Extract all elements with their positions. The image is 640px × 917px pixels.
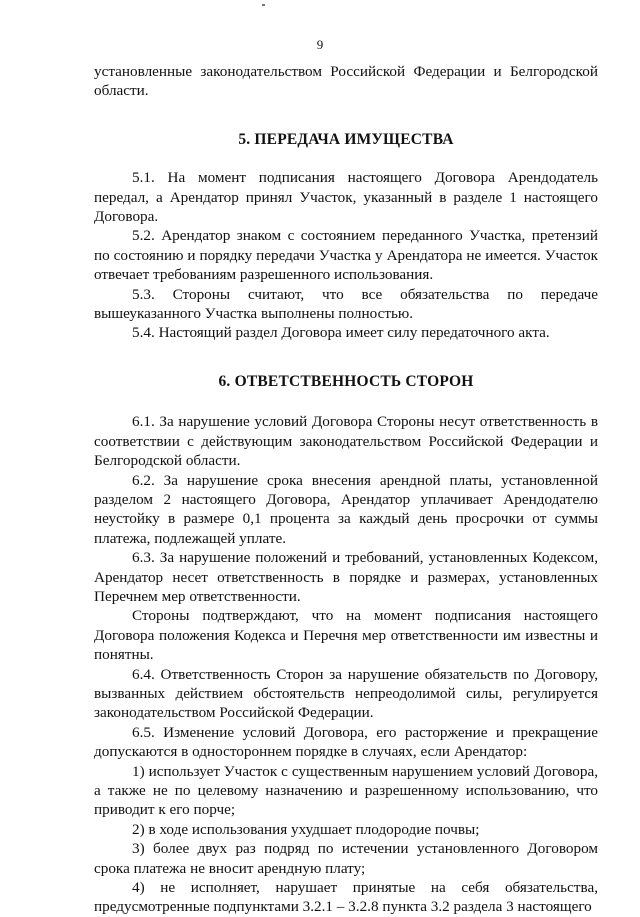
list-item-6-5-2: 2) в ходе использования ухудшает плодородие почвы; bbox=[132, 820, 480, 838]
continuation-paragraph: установленные законодательством Российской Федерации и Белгородской области. bbox=[94, 63, 598, 100]
section-5-heading: 5. ПЕРЕДАЧА ИМУЩЕСТВА bbox=[238, 130, 454, 148]
list-item-6-5-1: 1) использует Участок с существенным нарушением условий Договора, а также не по целевому назначению и разрешенному использованию, что приводит к его порче; bbox=[94, 762, 598, 819]
paragraph-5-3: 5.3. Стороны считают, что все обязательства по передаче вышеуказанного Участка выполнены полностью. bbox=[94, 285, 598, 323]
paragraph-5-2: 5.2. Арендатор знаком с состоянием переданного Участка, претензий по состоянию и порядку передачи Участка у Арендатора не имеется. Участок отвечает требованиям разрешенного использования. bbox=[94, 227, 598, 284]
paragraph-6-1: 6.1. За нарушение условий Договора Стороны несут ответственность в соответствии с действующим законодательством Российской Федерации и Белгородской области. bbox=[94, 413, 598, 470]
page-body bbox=[94, 62, 598, 917]
paragraph-6-3: 6.3. За нарушение положений и требований, установленных Кодексом, Арендатор несет ответственность в порядке и размерах, установленных Перечнем мер ответственности. bbox=[94, 549, 598, 605]
section-6-heading: 6. ОТВЕТСТВЕННОСТЬ СТОРОН bbox=[218, 372, 474, 390]
list-item-6-5-4: 4) не исполняет, нарушает принятые на себя обязательства, предусмотренные подпунктами 3.2.1 – 3.2.8 пункта 3.2 раздела 3 настоящего bbox=[94, 879, 598, 916]
paragraph-6-5: 6.5. Изменение условий Договора, его расторжение и прекращение допускаются в одностороннем порядке в случаях, если Арендатор: bbox=[94, 723, 598, 761]
paragraph-5-4: 5.4. Настоящий раздел Договора имеет силу передаточного акта. bbox=[132, 324, 550, 342]
paragraph-5-1: 5.1. На момент подписания настоящего Договора Арендодатель передал, а Арендатор принял Участок, указанный в разделе 1 настоящего Договора. bbox=[94, 169, 598, 226]
paragraph-6-3-confirmation: Стороны подтверждают, что на момент подписания настоящего Договора положения Кодекса и Перечня мер ответственности им известны и понятны. bbox=[94, 607, 598, 664]
scan-mark bbox=[262, 4, 265, 6]
paragraph-6-2: 6.2. За нарушение срока внесения арендной платы, установленной разделом 2 настоящего Договора, Арендатор уплачивает Арендодателю неустойку в размере 0,1 процента за каждый день просрочки от суммы платежа, подлежащей уплате. bbox=[94, 471, 598, 547]
list-item-6-5-3: 3) более двух раз подряд по истечении установленного Договором срока платежа не вносит арендную плату; bbox=[94, 840, 598, 877]
paragraph-6-4: 6.4. Ответственность Сторон за нарушение обязательств по Договору, вызванных действием обстоятельств непреодолимой силы, регулируется законодательством Российской Федерации. bbox=[94, 665, 598, 722]
section-5-body bbox=[94, 168, 598, 343]
page-number: 9 bbox=[316, 37, 324, 52]
section-6-body bbox=[94, 412, 598, 917]
